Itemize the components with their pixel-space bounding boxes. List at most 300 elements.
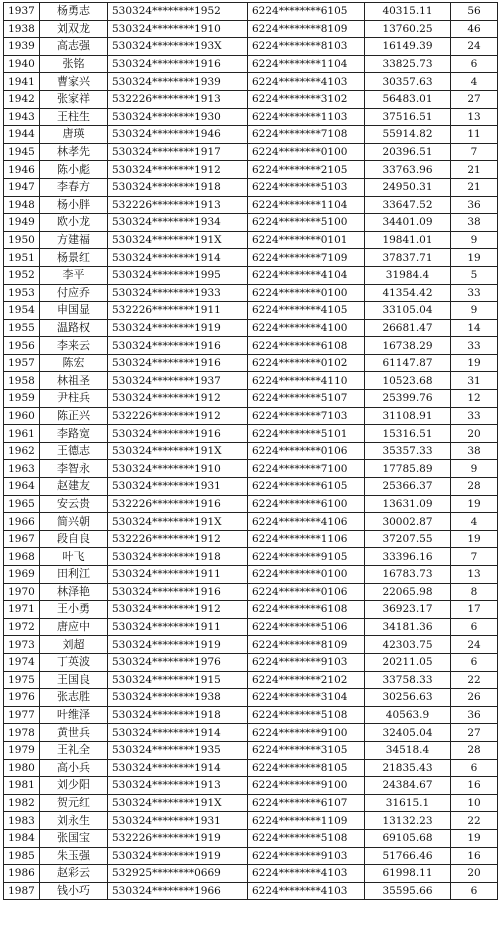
cell-name: 高志强 xyxy=(40,38,108,56)
cell-bank-card-number: 6224********9103 xyxy=(248,847,365,865)
cell-amount: 40563.9 xyxy=(365,706,451,724)
cell-id-number: 530324********1914 xyxy=(108,724,248,742)
cell-amount: 61147.87 xyxy=(365,354,451,372)
cell-serial-number: 1948 xyxy=(4,196,40,214)
table-row xyxy=(4,759,498,777)
table-row xyxy=(4,636,498,654)
cell-count: 10 xyxy=(451,794,498,812)
cell-name: 杨小胖 xyxy=(40,196,108,214)
cell-amount: 33763.96 xyxy=(365,161,451,179)
cell-bank-card-number: 6224********4103 xyxy=(248,865,365,883)
cell-bank-card-number: 6224********5108 xyxy=(248,829,365,847)
cell-count: 19 xyxy=(451,829,498,847)
cell-bank-card-number: 6224********1104 xyxy=(248,55,365,73)
cell-id-number: 530324********1917 xyxy=(108,143,248,161)
cell-id-number: 530324********1912 xyxy=(108,390,248,408)
table-row xyxy=(4,55,498,73)
table-row xyxy=(4,196,498,214)
cell-serial-number: 1942 xyxy=(4,90,40,108)
cell-serial-number: 1984 xyxy=(4,829,40,847)
cell-id-number: 532226********1916 xyxy=(108,495,248,513)
cell-bank-card-number: 6224********9103 xyxy=(248,653,365,671)
cell-amount: 69105.68 xyxy=(365,829,451,847)
cell-id-number: 530324********1914 xyxy=(108,249,248,267)
cell-bank-card-number: 6224********5108 xyxy=(248,706,365,724)
cell-amount: 34401.09 xyxy=(365,214,451,232)
cell-id-number: 532226********1912 xyxy=(108,530,248,548)
cell-id-number: 530324********1919 xyxy=(108,319,248,337)
cell-bank-card-number: 6224********6105 xyxy=(248,3,365,21)
cell-serial-number: 1983 xyxy=(4,812,40,830)
cell-bank-card-number: 6224********0100 xyxy=(248,284,365,302)
cell-name: 陈宏 xyxy=(40,354,108,372)
cell-count: 20 xyxy=(451,425,498,443)
cell-amount: 41354.42 xyxy=(365,284,451,302)
cell-amount: 16738.29 xyxy=(365,337,451,355)
cell-serial-number: 1966 xyxy=(4,513,40,531)
table-row xyxy=(4,653,498,671)
cell-bank-card-number: 6224********5106 xyxy=(248,618,365,636)
cell-name: 方建福 xyxy=(40,231,108,249)
cell-name: 贺元红 xyxy=(40,794,108,812)
cell-amount: 42303.75 xyxy=(365,636,451,654)
cell-amount: 31615.1 xyxy=(365,794,451,812)
cell-serial-number: 1958 xyxy=(4,372,40,390)
cell-id-number: 530324********1916 xyxy=(108,55,248,73)
cell-amount: 51766.46 xyxy=(365,847,451,865)
cell-amount: 26681.47 xyxy=(365,319,451,337)
cell-serial-number: 1975 xyxy=(4,671,40,689)
cell-serial-number: 1973 xyxy=(4,636,40,654)
cell-id-number: 530324********1935 xyxy=(108,741,248,759)
cell-bank-card-number: 6224********8109 xyxy=(248,636,365,654)
cell-id-number: 530324********1916 xyxy=(108,583,248,601)
cell-amount: 34181.36 xyxy=(365,618,451,636)
table-row xyxy=(4,390,498,408)
cell-id-number: 530324********1938 xyxy=(108,689,248,707)
cell-amount: 19841.01 xyxy=(365,231,451,249)
cell-id-number: 530324********191X xyxy=(108,442,248,460)
cell-amount: 24950.31 xyxy=(365,178,451,196)
cell-name: 林祖圣 xyxy=(40,372,108,390)
cell-name: 唐应中 xyxy=(40,618,108,636)
table-row xyxy=(4,214,498,232)
cell-count: 19 xyxy=(451,530,498,548)
table-row xyxy=(4,601,498,619)
cell-name: 丁英波 xyxy=(40,653,108,671)
cell-count: 31 xyxy=(451,372,498,390)
cell-id-number: 532226********1913 xyxy=(108,196,248,214)
cell-bank-card-number: 6224********3104 xyxy=(248,689,365,707)
cell-id-number: 530324********1914 xyxy=(108,759,248,777)
table-row xyxy=(4,372,498,390)
cell-count: 36 xyxy=(451,196,498,214)
cell-serial-number: 1941 xyxy=(4,73,40,91)
cell-id-number: 530324********1976 xyxy=(108,653,248,671)
table-row xyxy=(4,495,498,513)
cell-id-number: 532226********1919 xyxy=(108,829,248,847)
cell-serial-number: 1964 xyxy=(4,478,40,496)
cell-id-number: 532226********1911 xyxy=(108,302,248,320)
cell-serial-number: 1939 xyxy=(4,38,40,56)
table-row xyxy=(4,847,498,865)
cell-serial-number: 1951 xyxy=(4,249,40,267)
cell-amount: 33825.73 xyxy=(365,55,451,73)
cell-bank-card-number: 6224********9105 xyxy=(248,548,365,566)
cell-id-number: 530324********1912 xyxy=(108,161,248,179)
cell-id-number: 530324********1915 xyxy=(108,671,248,689)
cell-bank-card-number: 6224********3105 xyxy=(248,741,365,759)
cell-amount: 31108.91 xyxy=(365,407,451,425)
cell-id-number: 532925********0669 xyxy=(108,865,248,883)
cell-name: 欧小龙 xyxy=(40,214,108,232)
cell-id-number: 530324********1919 xyxy=(108,847,248,865)
cell-count: 4 xyxy=(451,513,498,531)
cell-count: 28 xyxy=(451,741,498,759)
cell-name: 刘少阳 xyxy=(40,777,108,795)
cell-id-number: 530324********1916 xyxy=(108,337,248,355)
cell-name: 张铭 xyxy=(40,55,108,73)
cell-serial-number: 1977 xyxy=(4,706,40,724)
cell-bank-card-number: 6224********4105 xyxy=(248,302,365,320)
cell-serial-number: 1952 xyxy=(4,266,40,284)
cell-id-number: 530324********1913 xyxy=(108,777,248,795)
cell-amount: 33758.33 xyxy=(365,671,451,689)
cell-bank-card-number: 6224********2102 xyxy=(248,671,365,689)
cell-name: 黄世兵 xyxy=(40,724,108,742)
cell-bank-card-number: 6224********7109 xyxy=(248,249,365,267)
table-row xyxy=(4,178,498,196)
cell-serial-number: 1961 xyxy=(4,425,40,443)
cell-bank-card-number: 6224********0102 xyxy=(248,354,365,372)
cell-count: 6 xyxy=(451,759,498,777)
cell-amount: 30002.87 xyxy=(365,513,451,531)
table-row xyxy=(4,882,498,900)
cell-serial-number: 1967 xyxy=(4,530,40,548)
cell-name: 尹柱兵 xyxy=(40,390,108,408)
cell-serial-number: 1980 xyxy=(4,759,40,777)
cell-name: 王德志 xyxy=(40,442,108,460)
table-row xyxy=(4,442,498,460)
cell-count: 22 xyxy=(451,812,498,830)
cell-amount: 20396.51 xyxy=(365,143,451,161)
cell-count: 4 xyxy=(451,73,498,91)
cell-bank-card-number: 6224********4106 xyxy=(248,513,365,531)
table-row xyxy=(4,548,498,566)
cell-count: 27 xyxy=(451,90,498,108)
cell-serial-number: 1962 xyxy=(4,442,40,460)
cell-bank-card-number: 6224********7100 xyxy=(248,460,365,478)
table-row xyxy=(4,583,498,601)
cell-serial-number: 1937 xyxy=(4,3,40,21)
cell-count: 11 xyxy=(451,126,498,144)
table-row xyxy=(4,425,498,443)
cell-serial-number: 1943 xyxy=(4,108,40,126)
cell-name: 唐瑛 xyxy=(40,126,108,144)
cell-bank-card-number: 6224********4104 xyxy=(248,266,365,284)
table-row xyxy=(4,20,498,38)
cell-amount: 40315.11 xyxy=(365,3,451,21)
table-row xyxy=(4,231,498,249)
cell-id-number: 530324********193X xyxy=(108,38,248,56)
cell-count: 12 xyxy=(451,390,498,408)
table-row xyxy=(4,741,498,759)
cell-count: 9 xyxy=(451,302,498,320)
cell-bank-card-number: 6224********6108 xyxy=(248,337,365,355)
cell-name: 高小兵 xyxy=(40,759,108,777)
cell-id-number: 532226********1913 xyxy=(108,90,248,108)
table-row xyxy=(4,794,498,812)
cell-amount: 33647.52 xyxy=(365,196,451,214)
cell-serial-number: 1968 xyxy=(4,548,40,566)
cell-name: 叶飞 xyxy=(40,548,108,566)
cell-count: 56 xyxy=(451,3,498,21)
cell-count: 6 xyxy=(451,882,498,900)
cell-count: 20 xyxy=(451,865,498,883)
table-row xyxy=(4,513,498,531)
cell-name: 赵彩云 xyxy=(40,865,108,883)
cell-bank-card-number: 6224********4103 xyxy=(248,73,365,91)
table-row xyxy=(4,618,498,636)
table-row xyxy=(4,143,498,161)
cell-bank-card-number: 6224********4100 xyxy=(248,319,365,337)
cell-count: 38 xyxy=(451,214,498,232)
cell-count: 21 xyxy=(451,178,498,196)
cell-serial-number: 1945 xyxy=(4,143,40,161)
cell-count: 46 xyxy=(451,20,498,38)
cell-id-number: 530324********1930 xyxy=(108,108,248,126)
cell-bank-card-number: 6224********9100 xyxy=(248,777,365,795)
cell-id-number: 530324********1918 xyxy=(108,548,248,566)
cell-name: 杨勇志 xyxy=(40,3,108,21)
table-row xyxy=(4,706,498,724)
cell-serial-number: 1987 xyxy=(4,882,40,900)
cell-amount: 55914.82 xyxy=(365,126,451,144)
cell-name: 钱小巧 xyxy=(40,882,108,900)
cell-bank-card-number: 6224********3102 xyxy=(248,90,365,108)
table-row xyxy=(4,319,498,337)
cell-bank-card-number: 6224********0101 xyxy=(248,231,365,249)
cell-serial-number: 1959 xyxy=(4,390,40,408)
cell-amount: 34518.4 xyxy=(365,741,451,759)
cell-name: 田利江 xyxy=(40,566,108,584)
cell-count: 16 xyxy=(451,777,498,795)
cell-name: 温路权 xyxy=(40,319,108,337)
table-row xyxy=(4,249,498,267)
cell-bank-card-number: 6224********1106 xyxy=(248,530,365,548)
cell-count: 17 xyxy=(451,601,498,619)
cell-serial-number: 1947 xyxy=(4,178,40,196)
table-row xyxy=(4,337,498,355)
cell-count: 6 xyxy=(451,55,498,73)
cell-count: 19 xyxy=(451,495,498,513)
table-row xyxy=(4,302,498,320)
cell-bank-card-number: 6224********9100 xyxy=(248,724,365,742)
cell-bank-card-number: 6224********0106 xyxy=(248,442,365,460)
cell-id-number: 530324********1939 xyxy=(108,73,248,91)
cell-id-number: 530324********191X xyxy=(108,794,248,812)
table-row xyxy=(4,829,498,847)
cell-serial-number: 1965 xyxy=(4,495,40,513)
cell-bank-card-number: 6224********5103 xyxy=(248,178,365,196)
cell-id-number: 530324********1919 xyxy=(108,636,248,654)
cell-id-number: 530324********1946 xyxy=(108,126,248,144)
cell-amount: 10523.68 xyxy=(365,372,451,390)
table-row xyxy=(4,126,498,144)
cell-amount: 36923.17 xyxy=(365,601,451,619)
cell-bank-card-number: 6224********6107 xyxy=(248,794,365,812)
table-row xyxy=(4,530,498,548)
cell-name: 赵建友 xyxy=(40,478,108,496)
cell-id-number: 530324********1966 xyxy=(108,882,248,900)
cell-bank-card-number: 6224********5107 xyxy=(248,390,365,408)
cell-count: 33 xyxy=(451,407,498,425)
cell-count: 9 xyxy=(451,231,498,249)
cell-amount: 16783.73 xyxy=(365,566,451,584)
table-row xyxy=(4,812,498,830)
cell-serial-number: 1982 xyxy=(4,794,40,812)
cell-amount: 35595.66 xyxy=(365,882,451,900)
table-row xyxy=(4,777,498,795)
cell-count: 16 xyxy=(451,847,498,865)
cell-id-number: 530324********1937 xyxy=(108,372,248,390)
cell-id-number: 530324********1918 xyxy=(108,706,248,724)
cell-amount: 32405.04 xyxy=(365,724,451,742)
cell-id-number: 530324********1995 xyxy=(108,266,248,284)
cell-count: 13 xyxy=(451,108,498,126)
cell-name: 叶维泽 xyxy=(40,706,108,724)
cell-amount: 22065.98 xyxy=(365,583,451,601)
table-row xyxy=(4,689,498,707)
cell-id-number: 530324********1933 xyxy=(108,284,248,302)
cell-name: 安云贵 xyxy=(40,495,108,513)
cell-name: 陈正兴 xyxy=(40,407,108,425)
cell-name: 申国显 xyxy=(40,302,108,320)
table-row xyxy=(4,38,498,56)
cell-name: 王小勇 xyxy=(40,601,108,619)
cell-bank-card-number: 6224********4103 xyxy=(248,882,365,900)
cell-count: 19 xyxy=(451,249,498,267)
cell-name: 王柱生 xyxy=(40,108,108,126)
table-row xyxy=(4,566,498,584)
cell-name: 杨景红 xyxy=(40,249,108,267)
table-row xyxy=(4,865,498,883)
cell-serial-number: 1949 xyxy=(4,214,40,232)
cell-id-number: 530324********191X xyxy=(108,513,248,531)
cell-id-number: 530324********1910 xyxy=(108,20,248,38)
cell-count: 38 xyxy=(451,442,498,460)
cell-name: 曹家兴 xyxy=(40,73,108,91)
cell-id-number: 530324********1916 xyxy=(108,354,248,372)
cell-id-number: 530324********191X xyxy=(108,231,248,249)
cell-name: 张志胜 xyxy=(40,689,108,707)
cell-amount: 25399.76 xyxy=(365,390,451,408)
cell-count: 9 xyxy=(451,460,498,478)
cell-bank-card-number: 6224********8109 xyxy=(248,20,365,38)
cell-serial-number: 1969 xyxy=(4,566,40,584)
table-row xyxy=(4,460,498,478)
cell-id-number: 530324********1911 xyxy=(108,566,248,584)
cell-amount: 13631.09 xyxy=(365,495,451,513)
table-row xyxy=(4,478,498,496)
cell-name: 陈小彪 xyxy=(40,161,108,179)
cell-count: 7 xyxy=(451,548,498,566)
cell-serial-number: 1960 xyxy=(4,407,40,425)
cell-serial-number: 1944 xyxy=(4,126,40,144)
table-row xyxy=(4,90,498,108)
cell-amount: 24384.67 xyxy=(365,777,451,795)
records-table xyxy=(3,2,498,900)
cell-name: 李春方 xyxy=(40,178,108,196)
cell-name: 林孝先 xyxy=(40,143,108,161)
cell-bank-card-number: 6224********6100 xyxy=(248,495,365,513)
cell-id-number: 530324********1916 xyxy=(108,425,248,443)
cell-count: 26 xyxy=(451,689,498,707)
cell-amount: 37837.71 xyxy=(365,249,451,267)
cell-name: 李平 xyxy=(40,266,108,284)
cell-amount: 30256.63 xyxy=(365,689,451,707)
records-table-body xyxy=(4,3,498,900)
cell-serial-number: 1986 xyxy=(4,865,40,883)
cell-amount: 31984.4 xyxy=(365,266,451,284)
cell-name: 林泽艳 xyxy=(40,583,108,601)
cell-bank-card-number: 6224********4110 xyxy=(248,372,365,390)
cell-name: 刘超 xyxy=(40,636,108,654)
cell-name: 李来云 xyxy=(40,337,108,355)
cell-name: 王礼全 xyxy=(40,741,108,759)
cell-serial-number: 1940 xyxy=(4,55,40,73)
cell-id-number: 530324********1952 xyxy=(108,3,248,21)
table-row xyxy=(4,3,498,21)
cell-count: 33 xyxy=(451,337,498,355)
cell-id-number: 530324********1910 xyxy=(108,460,248,478)
cell-name: 朱玉强 xyxy=(40,847,108,865)
cell-serial-number: 1938 xyxy=(4,20,40,38)
cell-serial-number: 1978 xyxy=(4,724,40,742)
cell-name: 张家祥 xyxy=(40,90,108,108)
cell-bank-card-number: 6224********5100 xyxy=(248,214,365,232)
cell-serial-number: 1971 xyxy=(4,601,40,619)
table-row xyxy=(4,354,498,372)
cell-amount: 25366.37 xyxy=(365,478,451,496)
cell-id-number: 530324********1911 xyxy=(108,618,248,636)
cell-amount: 20211.05 xyxy=(365,653,451,671)
cell-count: 24 xyxy=(451,636,498,654)
cell-bank-card-number: 6224********0106 xyxy=(248,583,365,601)
cell-bank-card-number: 6224********8105 xyxy=(248,759,365,777)
cell-amount: 13760.25 xyxy=(365,20,451,38)
cell-count: 6 xyxy=(451,653,498,671)
cell-amount: 17785.89 xyxy=(365,460,451,478)
cell-bank-card-number: 6224********7108 xyxy=(248,126,365,144)
cell-name: 简兴朝 xyxy=(40,513,108,531)
cell-serial-number: 1985 xyxy=(4,847,40,865)
cell-count: 27 xyxy=(451,724,498,742)
cell-id-number: 530324********1918 xyxy=(108,178,248,196)
cell-bank-card-number: 6224********6108 xyxy=(248,601,365,619)
cell-bank-card-number: 6224********8103 xyxy=(248,38,365,56)
cell-amount: 37207.55 xyxy=(365,530,451,548)
cell-serial-number: 1976 xyxy=(4,689,40,707)
table-row xyxy=(4,108,498,126)
cell-amount: 33105.04 xyxy=(365,302,451,320)
table-row xyxy=(4,266,498,284)
cell-id-number: 532226********1912 xyxy=(108,407,248,425)
table-row xyxy=(4,284,498,302)
cell-serial-number: 1946 xyxy=(4,161,40,179)
cell-amount: 37516.51 xyxy=(365,108,451,126)
cell-count: 6 xyxy=(451,618,498,636)
